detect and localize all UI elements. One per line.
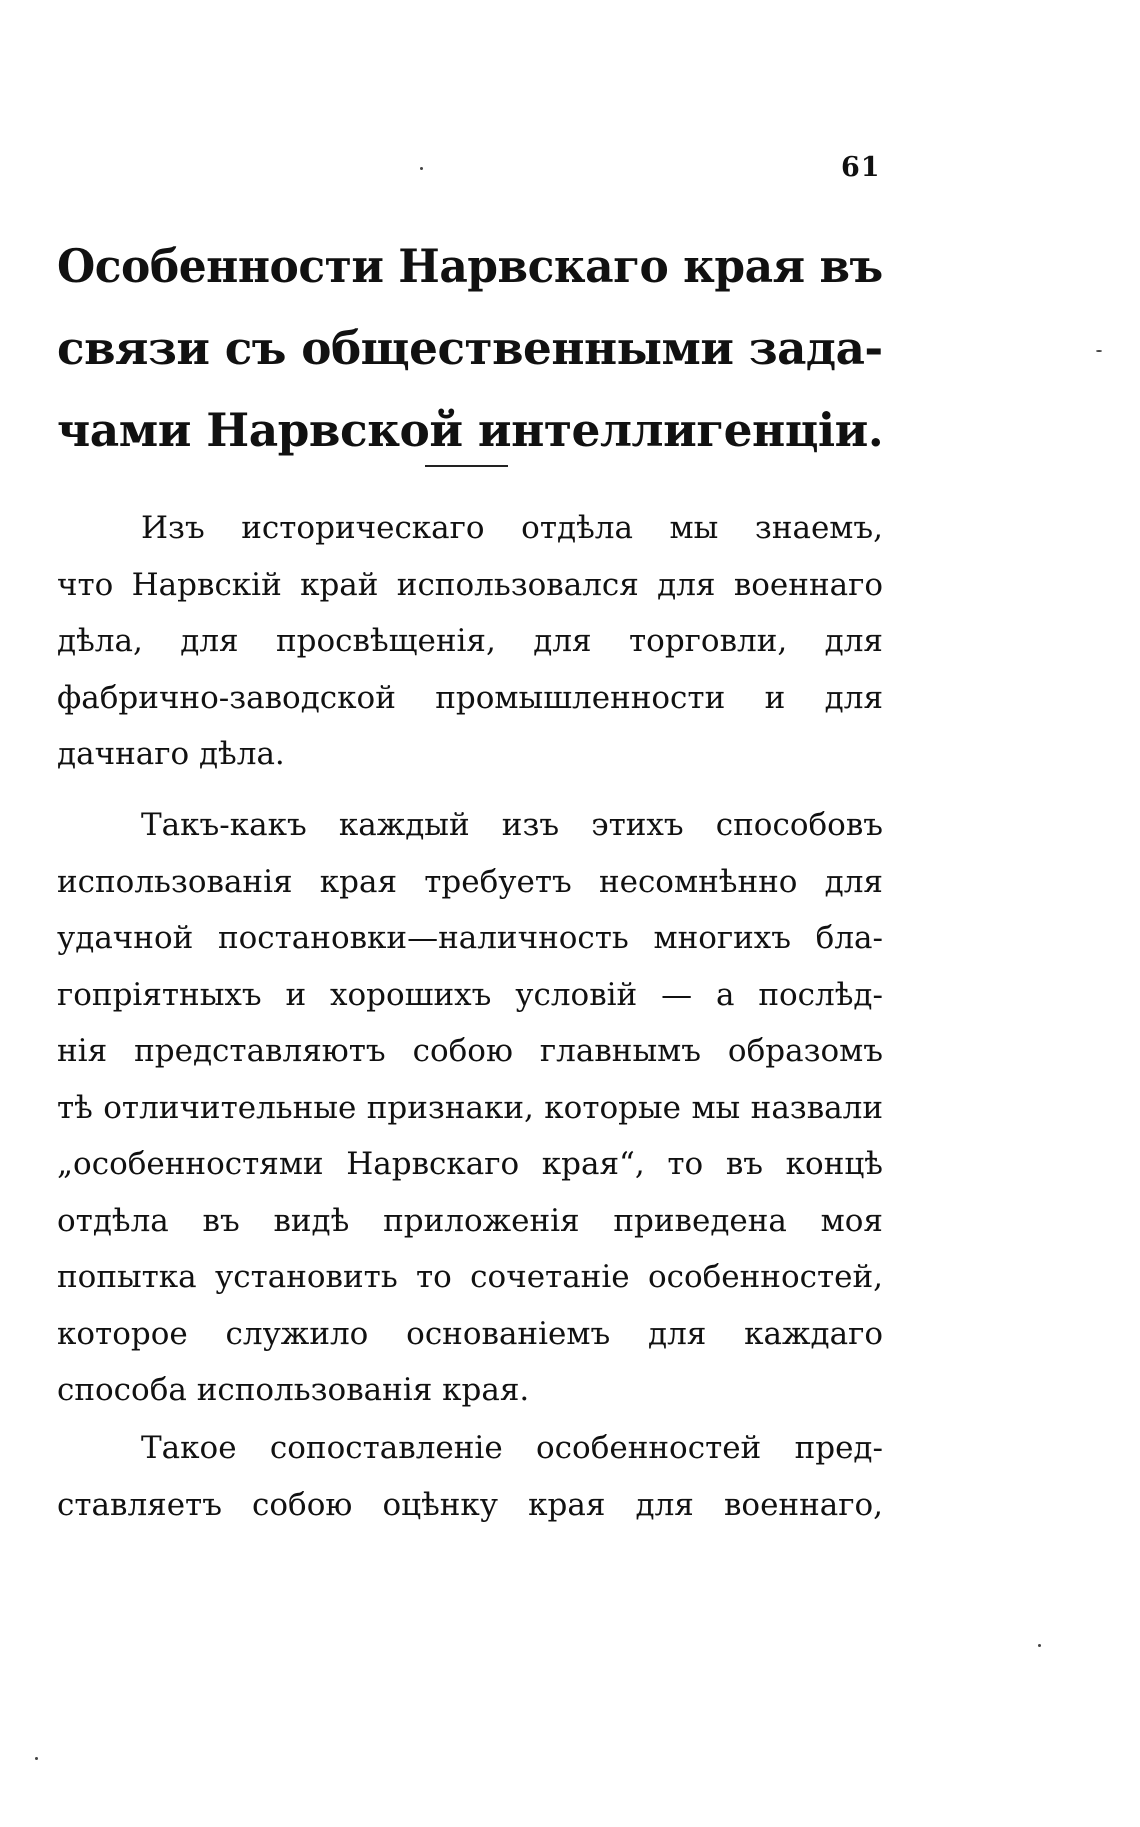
- text-line: Такое сопоставленіе особенностей пред-: [141, 1430, 883, 1466]
- text-line: ставляетъ собою оцѣнку края для военнаго,: [57, 1486, 883, 1523]
- text-line: Изъ историческаго отдѣла мы знаемъ,: [141, 510, 883, 546]
- text-line: тѣ отличительные признаки, которые мы назвали: [57, 1089, 883, 1126]
- text-line: нія представляютъ собою главнымъ образомъ: [57, 1033, 883, 1069]
- section-divider: [425, 465, 508, 467]
- paragraph: [57, 797, 883, 1419]
- page-number: 61: [841, 152, 881, 183]
- text-line: удачной постановки—наличность многихъ бла-: [57, 920, 883, 956]
- text-line: дачнаго дѣла.: [57, 736, 285, 772]
- text-line: дѣла, для просвѣщенія, для торговли, для: [57, 623, 883, 659]
- text-line: использованія края требуетъ несомнѣнно для: [57, 863, 883, 900]
- text-line: Такъ-какъ каждый изъ этихъ способовъ: [141, 807, 883, 843]
- print-speck: [420, 167, 423, 170]
- print-speck: [1096, 350, 1102, 352]
- text-line: которое служило основаніемъ для каждаго: [57, 1315, 883, 1352]
- text-line: отдѣла въ видѣ приложенія приведена моя: [57, 1202, 883, 1239]
- paragraph: [57, 1420, 883, 1533]
- print-speck: [35, 1757, 38, 1760]
- title-line: чами Нарвской интеллигенціи.: [57, 403, 884, 457]
- text-line: попытка установить то сочетаніе особенностей,: [57, 1259, 883, 1295]
- text-line: „особенностями Нарвскаго края“, то въ концѣ: [57, 1146, 883, 1182]
- text-line: фабрично-заводской промышленности и для: [57, 679, 883, 716]
- text-line: способа использованія края.: [57, 1372, 530, 1408]
- title-line: связи съ общественными зада-: [57, 321, 883, 375]
- text-line: гопріятныхъ и хорошихъ условій — а послѣд-: [57, 976, 883, 1013]
- chapter-title: [57, 225, 883, 471]
- title-line: Особенности Нарвскаго края въ: [57, 239, 883, 293]
- paragraph: [57, 500, 883, 783]
- text-line: что Нарвскій край использовался для военнаго: [57, 566, 883, 603]
- print-speck: [1038, 1644, 1041, 1647]
